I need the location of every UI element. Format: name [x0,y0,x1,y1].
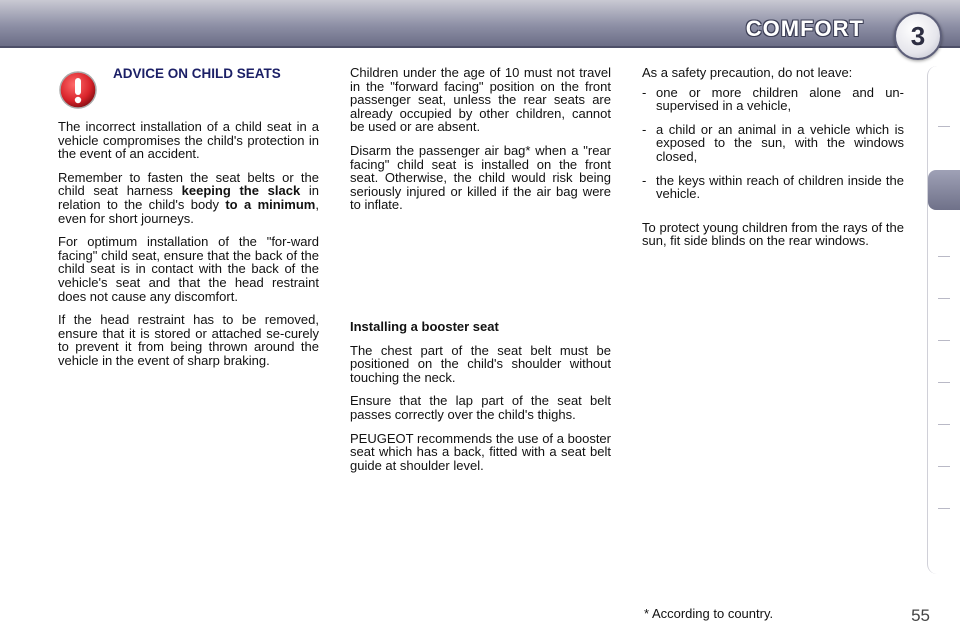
column-2-booster [350,320,611,482]
section-title: COMFORT [745,16,864,41]
bold-phrase: to a minimum [225,196,316,212]
list-item: - one or more children alone and un-supervised in a vehicle, [642,84,904,114]
column-3 [642,66,904,258]
side-tab-active[interactable] [928,170,960,210]
side-tab-divider [938,508,950,509]
list-item: - the keys within reach of children inside the vehicle. [642,172,904,202]
paragraph: PEUGEOT recommends the use of a booster seat which has a back, fitted with a seat belt guide at shoulder level. [350,430,611,473]
list-item: - a child or an animal in a vehicle which is exposed to the sun, with the windows closed, [642,121,904,164]
footnote: * According to country. [644,606,774,621]
bold-phrase: keeping the slack [181,183,301,199]
paragraph: If the head restraint has to be removed, ensure that it is stored or attached se-curely to prevent it from being thrown around the vehicle in the event of sharp braking. [58,312,319,368]
paragraph: As a safety precaution, do not leave: [642,65,853,80]
page-number: 55 [911,606,930,625]
paragraph: Remember to fasten the seat belts or the child seat harness keeping the slack in relation to the child's body to a minimum, even for short journeys. [58,169,319,226]
side-tab-divider [938,466,950,467]
paragraph: Disarm the passenger air bag* when a "rear facing" child seat is installed on the front seat. Otherwise, the child would risk being seriously injured or killed if the air bag were to inflate. [350,142,611,213]
paragraph: Children under the age of 10 must not travel in the "forward facing" position on the front passenger seat, unless the rear seats are already occupied by other children, cannot be used or are absent. [350,65,611,135]
side-tab-divider [938,424,950,425]
paragraph: Ensure that the lap part of the seat belt passes correctly over the child's thighs. [350,393,611,422]
side-tab-divider [938,340,950,341]
side-tab-divider [938,298,950,299]
paragraph: The incorrect installation of a child seat in a vehicle compromises the child's protection in the event of an accident. [58,119,319,162]
column-1 [58,120,319,378]
side-tab-divider [938,126,950,127]
paragraph: For optimum installation of the "for-ward facing" child seat, ensure that the back of the child seat is in contact with the back of the vehicle's seat and that the head restraint does not cause any discomfort. [58,234,319,304]
paragraph: The chest part of the seat belt must be positioned on the child's shoulder without touching the neck. [350,342,611,385]
paragraph: To protect young children from the rays of the sun, fit side blinds on the rear windows. [642,219,904,249]
side-tab-divider [938,382,950,383]
side-tab-strip [927,66,960,574]
side-tab-divider [938,256,950,257]
advice-heading: ADVICE ON CHILD SEATS [113,66,281,81]
column-2-top [350,66,611,222]
exclamation-warning-icon [58,70,98,110]
booster-seat-heading: Installing a booster seat [350,319,499,334]
chapter-number-badge: 3 [894,12,942,60]
